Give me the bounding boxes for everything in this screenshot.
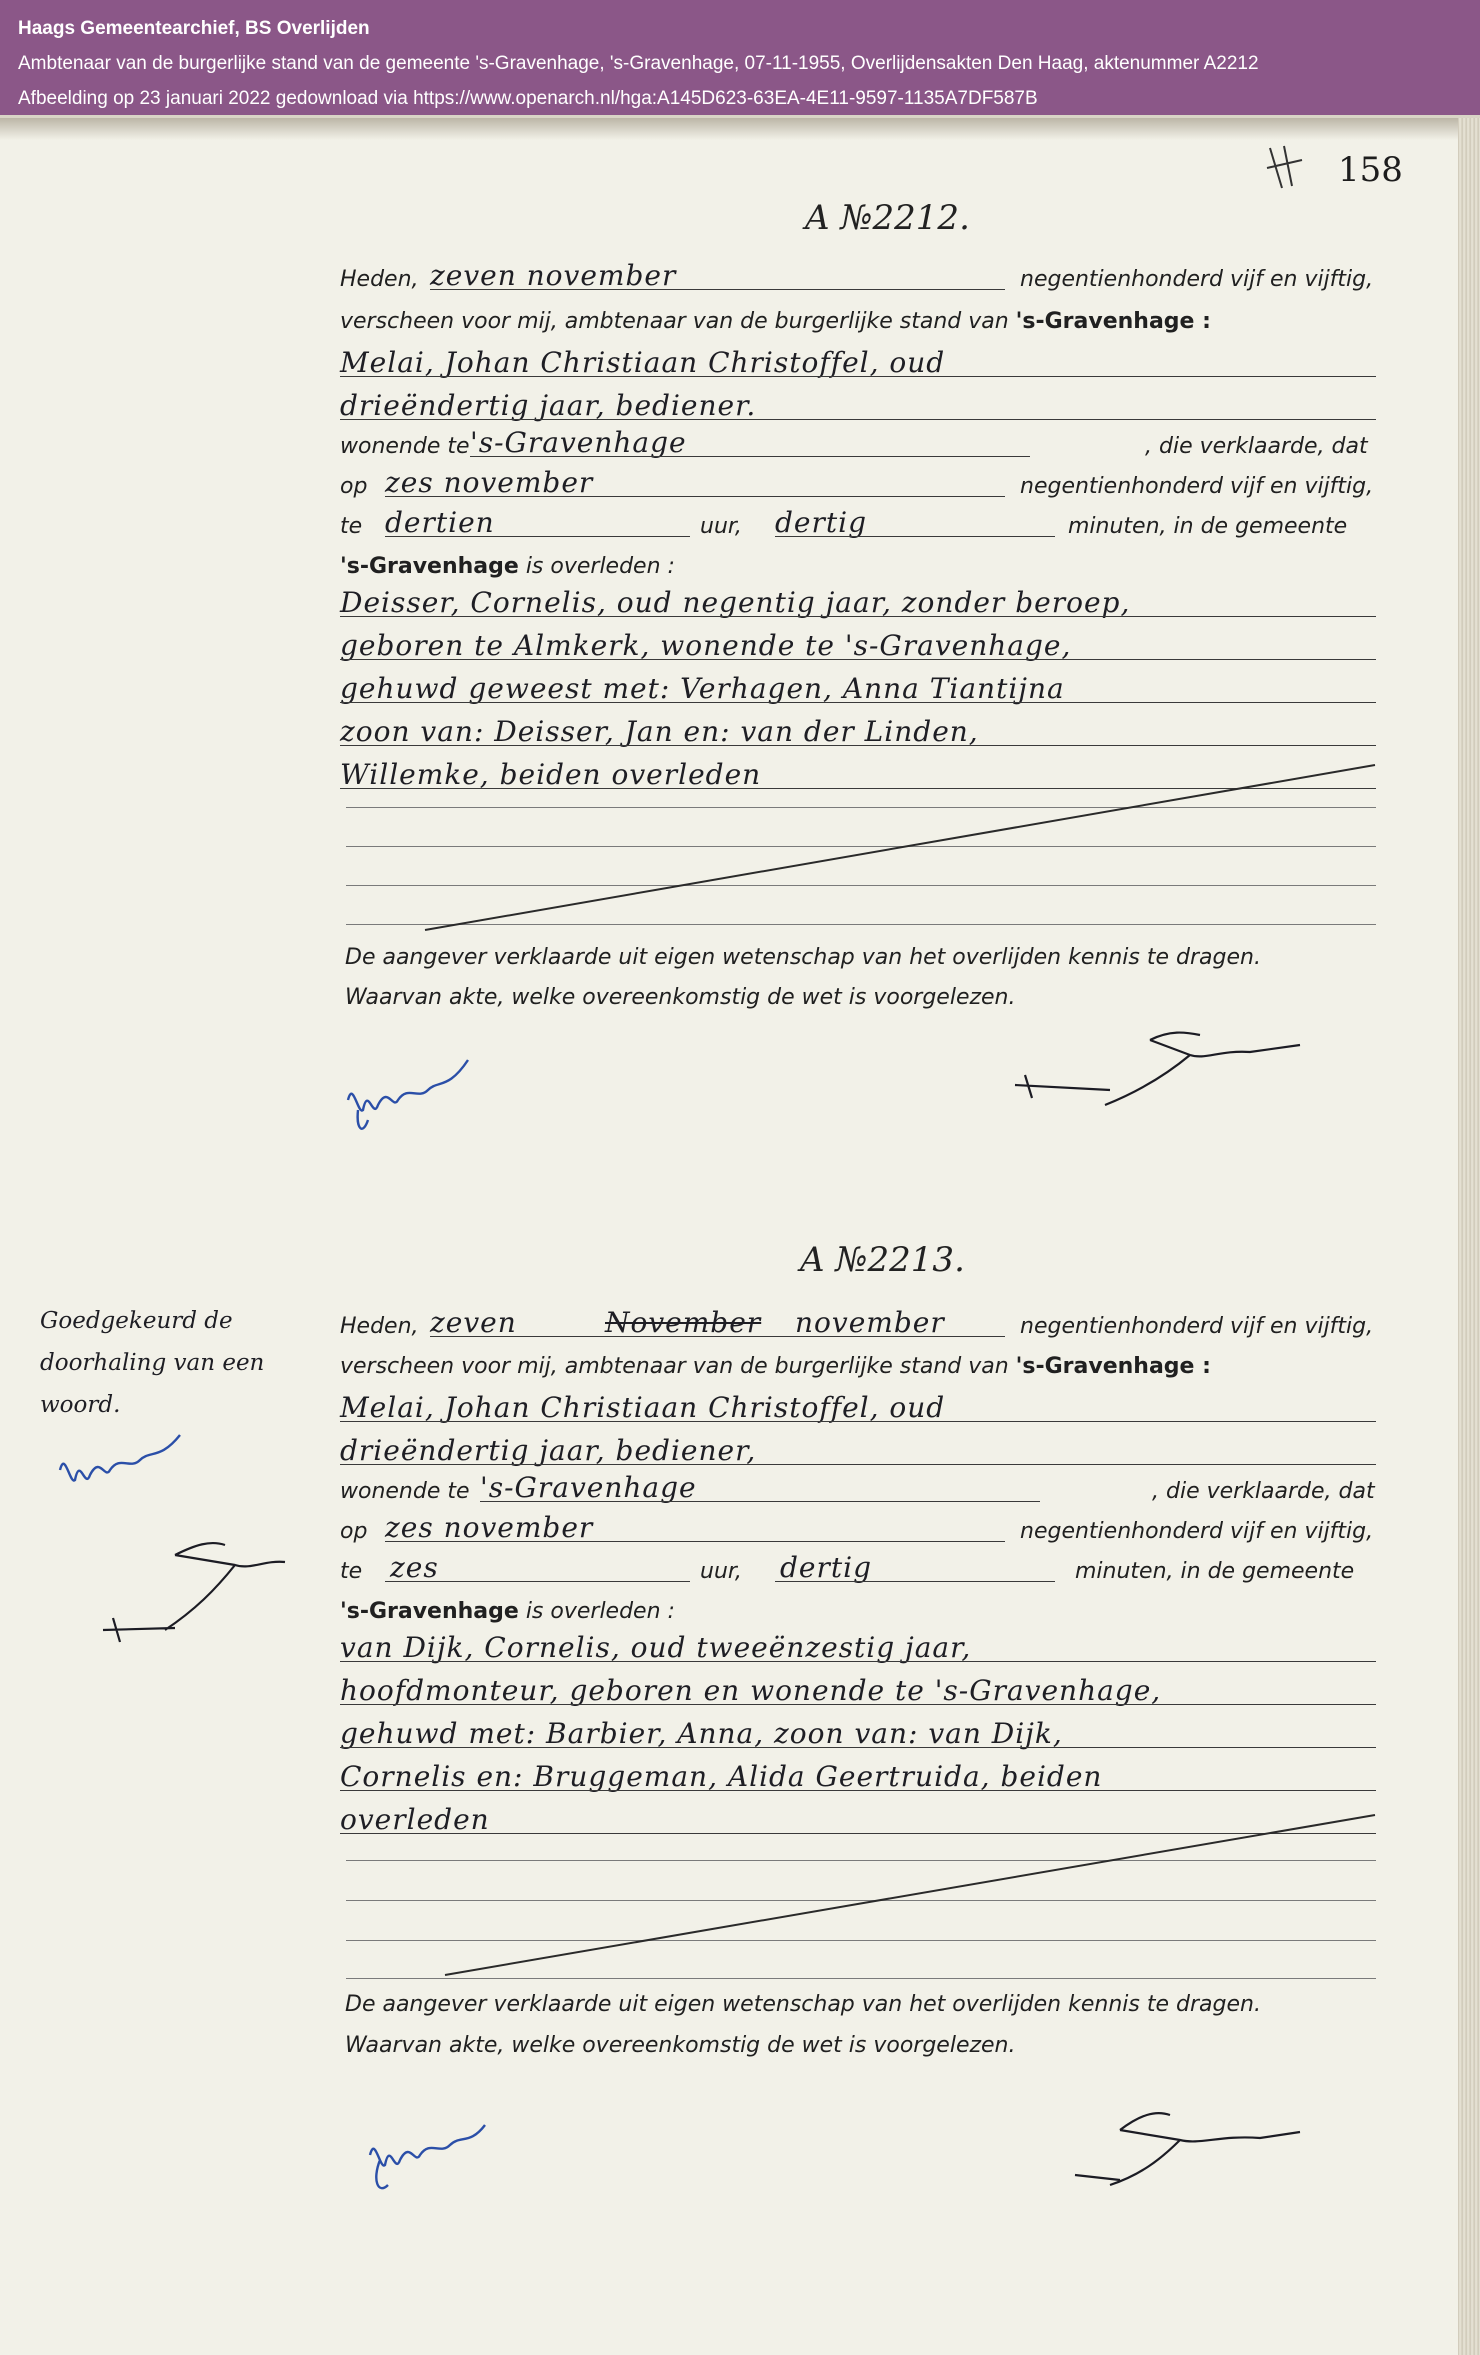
overleden-city: 's-Gravenhage [340, 1599, 519, 1624]
cancel-stroke [420, 760, 1380, 940]
deceased-line-1 [340, 1630, 1380, 1668]
heden-value: zeven november [430, 259, 677, 292]
overleden-line [340, 1590, 1380, 1628]
uur-label: uur, [700, 514, 742, 539]
overleden-text: is overleden : [518, 1599, 675, 1624]
wonende-value: 's-Gravenhage [480, 1471, 697, 1504]
op-line [340, 1510, 1380, 1548]
op-value: zes november [385, 1511, 594, 1544]
page-tick-mark [1262, 138, 1322, 198]
minute-value: dertig [775, 506, 868, 539]
heden-line [340, 1305, 1380, 1343]
overleden-city: 's-Gravenhage [340, 554, 519, 579]
page-number: 158 [1338, 150, 1403, 190]
city-name: 's-Gravenhage : [1015, 309, 1211, 334]
te-label: te [340, 1559, 363, 1584]
archive-title: Haags Gemeentearchief, BS Overlijden [18, 18, 370, 39]
deceased-line-1 [340, 585, 1380, 623]
page-shadow [0, 118, 1458, 140]
deceased-text: Willemke, beiden overleden [340, 758, 762, 791]
deceased-text: overleden [340, 1803, 490, 1836]
te-label: te [340, 514, 363, 539]
deceased-line-4 [340, 1759, 1380, 1797]
akte-number: A №2212. [805, 198, 970, 238]
wonende-line [340, 425, 1380, 463]
verklaarde-text: , die verklaarde, dat [1152, 1479, 1375, 1504]
op-label: op [340, 474, 368, 499]
verscheen-text: verscheen voor mij, ambtenaar van de burgerlijke stand van [340, 309, 1016, 334]
struck-word: November [605, 1306, 762, 1339]
year-text: negentienhonderd vijf en vijftig, [1020, 267, 1374, 292]
deceased-line-3 [340, 671, 1380, 709]
uur-label: uur, [700, 1559, 742, 1584]
margin-note-line: Goedgekeurd de [40, 1308, 233, 1334]
official-signature [1050, 2080, 1310, 2200]
minuten-text: minuten, in de gemeente [1075, 1559, 1355, 1584]
aangever-line-1 [340, 345, 1380, 383]
aangever-name: Melai, Johan Christiaan Christoffel, oud [340, 1391, 946, 1424]
wonende-line [340, 1470, 1380, 1508]
deceased-line-2 [340, 628, 1380, 666]
deceased-text: hoofdmonteur, geboren en wonende te 's-Gravenhage, [340, 1674, 1162, 1707]
deceased-text: Cornelis en: Bruggeman, Alida Geertruida, beiden [340, 1760, 1103, 1793]
margin-note [40, 1300, 300, 1426]
deceased-line-2 [340, 1673, 1380, 1711]
aangever-name: Melai, Johan Christiaan Christoffel, oud [340, 346, 946, 379]
overleden-text: is overleden : [518, 554, 675, 579]
wonende-label: wonende te [340, 434, 470, 459]
deceased-text: zoon van: Deisser, Jan en: van der Linden, [340, 715, 979, 748]
wonende-value: 's-Gravenhage [470, 426, 687, 459]
closing-read: Waarvan akte, welke overeenkomstig de wet is voorgelezen. [345, 2033, 1016, 2058]
page-edge [1458, 118, 1480, 2355]
deceased-text: van Dijk, Cornelis, oud tweeënzestig jaar, [340, 1631, 972, 1664]
archive-description: Ambtenaar van de burgerlijke stand van de gemeente 's-Gravenhage, 's-Gravenhage, 07-11-1955, Overlijdensakten Den Haag, aktenummer A2212 [18, 53, 1259, 74]
margin-note-line: woord. [40, 1392, 121, 1418]
city-name: 's-Gravenhage : [1015, 1354, 1211, 1379]
heden-label: Heden, [340, 267, 419, 292]
witness-signature [360, 2095, 500, 2205]
archive-header [0, 0, 1480, 115]
heden-value: zeven [430, 1306, 517, 1339]
witness-signature [338, 1040, 478, 1140]
official-signature [1010, 1010, 1310, 1120]
aangever-age: drieëndertig jaar, bediener. [340, 389, 757, 422]
akte-number: A №2213. [800, 1240, 965, 1280]
hour-value: zes [390, 1551, 439, 1584]
wonende-label: wonende te [340, 1479, 470, 1504]
op-year-text: negentienhonderd vijf en vijftig, [1020, 1519, 1374, 1544]
deceased-text: geboren te Almkerk, wonende te 's-Gravenhage, [340, 629, 1072, 662]
minuten-text: minuten, in de gemeente [1068, 514, 1348, 539]
aangever-line-2 [340, 388, 1380, 426]
op-line [340, 465, 1380, 503]
verscheen-text: verscheen voor mij, ambtenaar van de burgerlijke stand van [340, 1354, 1016, 1379]
hour-value: dertien [385, 506, 495, 539]
cancel-stroke [440, 1810, 1380, 1985]
download-note: Afbeelding op 23 januari 2022 gedownload via https://www.openarch.nl/hga:A145D623-63EA-4E11-9597-1135A7DF587B [18, 88, 1038, 109]
heden-line [340, 258, 1380, 296]
deceased-text: gehuwd met: Barbier, Anna, zoon van: van Dijk, [340, 1717, 1063, 1750]
closing-statement: De aangever verklaarde uit eigen wetenschap van het overlijden kennis te dragen. [345, 1992, 1261, 2017]
verscheen-line [340, 1345, 1380, 1383]
heden-label: Heden, [340, 1314, 419, 1339]
op-value: zes november [385, 466, 594, 499]
te-line [340, 505, 1380, 543]
deceased-text: Deisser, Cornelis, oud negentig jaar, zonder beroep, [340, 586, 1131, 619]
aangever-age: drieëndertig jaar, bediener, [340, 1434, 757, 1467]
margin-note-line: doorhaling van een [40, 1350, 265, 1376]
minute-value: dertig [780, 1551, 873, 1584]
year-text: negentienhonderd vijf en vijftig, [1020, 1314, 1374, 1339]
heden-value-corrected: november [795, 1306, 945, 1339]
aangever-line-1 [340, 1390, 1380, 1428]
deceased-line-3 [340, 1716, 1380, 1754]
verscheen-line [340, 300, 1380, 338]
margin-signature [95, 1520, 295, 1650]
op-label: op [340, 1519, 368, 1544]
deceased-line-4 [340, 714, 1380, 752]
closing-statement: De aangever verklaarde uit eigen wetenschap van het overlijden kennis te dragen. [345, 945, 1261, 970]
verklaarde-text: , die verklaarde, dat [1145, 434, 1368, 459]
margin-initials [50, 1410, 210, 1520]
deceased-text: gehuwd geweest met: Verhagen, Anna Tiantijna [340, 672, 1065, 705]
te-line [340, 1550, 1380, 1588]
closing-read: Waarvan akte, welke overeenkomstig de wet is voorgelezen. [345, 985, 1016, 1010]
op-year-text: negentienhonderd vijf en vijftig, [1020, 474, 1374, 499]
overleden-line [340, 545, 1380, 583]
aangever-line-2 [340, 1433, 1380, 1471]
